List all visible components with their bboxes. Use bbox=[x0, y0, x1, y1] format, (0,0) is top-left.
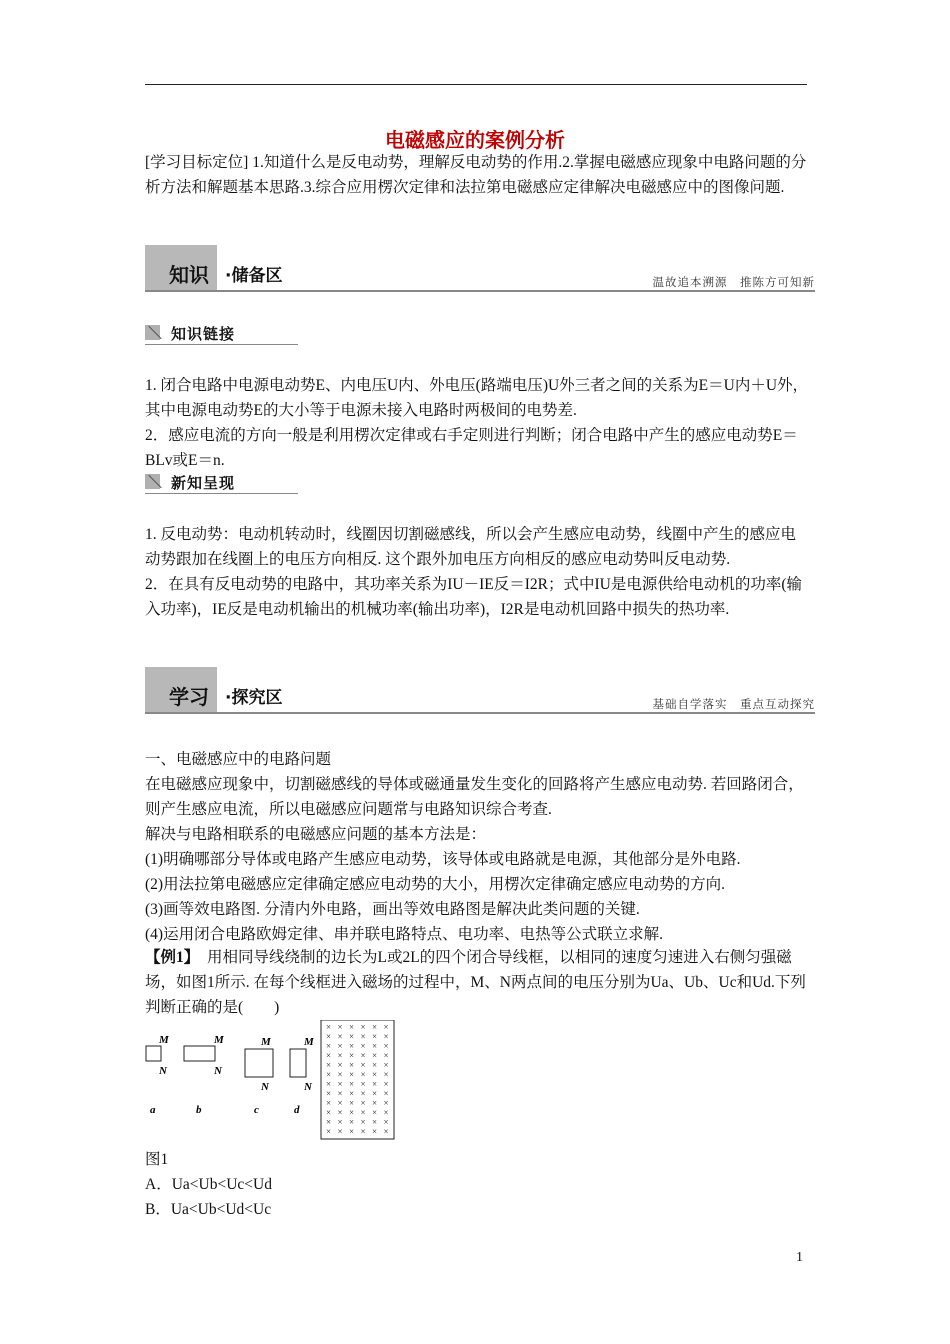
field-cross: × bbox=[349, 1041, 355, 1051]
field-cross: × bbox=[337, 1126, 343, 1137]
page-number: 1 bbox=[796, 1250, 803, 1265]
section-motto: 温故追本溯源 推陈方可知新 bbox=[652, 275, 815, 289]
label-n-b: N bbox=[214, 1065, 222, 1077]
field-cross: × bbox=[349, 1117, 355, 1127]
knowledge-link-item-1: 1. 闭合电路中电源电动势E、内电压U内、外电压(路端电压)U外三者之间的关系为E＝U内＋U外，其中电源电动势E的大小等于电源未接入电路时两极间的电势差. bbox=[145, 377, 809, 419]
field-cross: × bbox=[326, 1117, 332, 1127]
label-d: d bbox=[294, 1104, 300, 1116]
field-cross: × bbox=[360, 1117, 366, 1127]
field-cross: × bbox=[326, 1069, 332, 1080]
field-cross: × bbox=[337, 1107, 343, 1118]
field-cross: × bbox=[383, 1117, 389, 1127]
field-cross: × bbox=[383, 1022, 389, 1032]
subheading-underline bbox=[145, 493, 298, 494]
field-cross: × bbox=[372, 1098, 378, 1108]
field-cross: × bbox=[326, 1022, 332, 1032]
label-m-d: M bbox=[304, 1036, 314, 1048]
learning-objectives: [学习目标定位] 1.知道什么是反电动势，理解反电动势的作用.2.掌握电磁感应现象中电路问题的分析方法和解题基本思路.3.综合应用楞次定律和法拉第电磁感应定律解决电磁感应中的图像问题. bbox=[145, 154, 807, 196]
study-step-2: (2)用法拉第电磁感应定律确定感应电动势的大小，用楞次定律确定感应电动势的方向. bbox=[145, 876, 725, 893]
subheading-underline bbox=[145, 344, 298, 345]
field-cross: × bbox=[360, 1060, 366, 1070]
field-cross: × bbox=[360, 1126, 366, 1137]
new-knowledge-item-2: 2．在具有反电动势的电路中，其功率关系为IU－IE反＝I2R；式中IU是电源供给电动机的功率(输入功率)，IE反是电动机输出的机械功率(输出功率)，I2R是电动机回路中损失的热功率. bbox=[145, 576, 803, 618]
example-label: 【例1】 bbox=[145, 949, 192, 966]
frame-b bbox=[184, 1046, 215, 1061]
frame-a bbox=[146, 1046, 161, 1061]
label-n-a: N bbox=[159, 1065, 167, 1077]
field-cross: × bbox=[326, 1098, 332, 1108]
field-cross: × bbox=[383, 1041, 389, 1051]
section-motto: 基础自学落实 重点互动探究 bbox=[652, 697, 815, 711]
label-m-c: M bbox=[261, 1036, 271, 1048]
example-1 bbox=[145, 945, 809, 1020]
field-cross: × bbox=[372, 1117, 378, 1127]
field-cross: × bbox=[360, 1107, 366, 1118]
section-title: 学习 bbox=[169, 685, 209, 709]
field-cross: × bbox=[326, 1060, 332, 1070]
example-text: 用相同导线绕制的边长为L或2L的四个闭合导线框，以相同的速度匀速进入右侧匀强磁场，如图1所示. 在每个线框进入磁场的过程中，M、N两点间的电压分别为Ua、Ub、Uc和Ud.下列判断正确的是( ) bbox=[145, 949, 806, 1016]
field-cross: × bbox=[337, 1117, 343, 1127]
field-cross: × bbox=[326, 1088, 332, 1099]
field-cross: × bbox=[326, 1041, 332, 1051]
section-divider bbox=[145, 712, 815, 714]
field-cross: × bbox=[372, 1022, 378, 1032]
study-paragraph-2: 解决与电路相联系的电磁感应问题的基本方法是： bbox=[145, 826, 487, 843]
field-cross: × bbox=[372, 1031, 378, 1042]
section-subtitle: ·储备区 bbox=[225, 266, 283, 286]
field-cross: × bbox=[337, 1088, 343, 1099]
field-cross: × bbox=[383, 1069, 389, 1080]
figure-caption: 图1 bbox=[145, 1151, 169, 1168]
page-title: 电磁感应的案例分析 bbox=[385, 128, 565, 152]
field-cross: × bbox=[349, 1022, 355, 1032]
field-cross: × bbox=[337, 1098, 343, 1108]
study-step-3: (3)画等效电路图. 分清内外电路，画出等效电路图是解决此类问题的关键. bbox=[145, 901, 640, 918]
section-divider bbox=[145, 290, 815, 292]
field-cross: × bbox=[360, 1050, 366, 1061]
subheading-knowledge-link bbox=[145, 321, 298, 345]
subheading-new-knowledge bbox=[145, 470, 298, 494]
field-cross: × bbox=[326, 1126, 332, 1137]
field-cross: × bbox=[349, 1126, 355, 1137]
header-rule bbox=[145, 84, 807, 85]
option-b: B．Ua<Ub<Ud<Uc bbox=[145, 1201, 272, 1218]
field-cross: × bbox=[326, 1031, 332, 1042]
field-cross: × bbox=[372, 1041, 378, 1051]
field-cross-marks bbox=[326, 1022, 389, 1137]
frame-c bbox=[245, 1049, 273, 1077]
field-cross: × bbox=[360, 1069, 366, 1080]
section-subtitle: ·探究区 bbox=[225, 688, 283, 708]
field-cross: × bbox=[349, 1098, 355, 1108]
field-cross: × bbox=[372, 1060, 378, 1070]
field-cross: × bbox=[372, 1050, 378, 1061]
study-heading: 一、电磁感应中的电路问题 bbox=[145, 751, 332, 768]
subheading-label: 知识链接 bbox=[171, 325, 236, 343]
field-cross: × bbox=[383, 1060, 389, 1070]
field-cross: × bbox=[337, 1079, 343, 1089]
field-cross: × bbox=[349, 1069, 355, 1080]
field-cross: × bbox=[372, 1107, 378, 1118]
figure-1-diagram bbox=[140, 1020, 410, 1142]
study-step-1: (1)明确哪部分导体或电路产生感应电动势，该导体或电路就是电源，其他部分是外电路. bbox=[145, 851, 741, 868]
study-step-4: (4)运用闭合电路欧姆定律、串并联电路特点、电功率、电热等公式联立求解. bbox=[145, 926, 663, 943]
field-cross: × bbox=[383, 1088, 389, 1099]
field-cross: × bbox=[383, 1050, 389, 1061]
label-a: a bbox=[150, 1104, 156, 1116]
section-band-knowledge bbox=[145, 245, 815, 293]
label-n-c: N bbox=[261, 1081, 269, 1093]
label-m-a: M bbox=[159, 1034, 169, 1046]
field-cross: × bbox=[383, 1079, 389, 1089]
field-cross: × bbox=[349, 1050, 355, 1061]
option-a: A．Ua<Ub<Uc<Ud bbox=[145, 1176, 272, 1193]
section-band-study bbox=[145, 667, 815, 715]
field-cross: × bbox=[383, 1107, 389, 1118]
field-cross: × bbox=[372, 1126, 378, 1137]
section-title: 知识 bbox=[169, 263, 209, 287]
field-cross: × bbox=[383, 1031, 389, 1042]
field-cross: × bbox=[372, 1069, 378, 1080]
corner-marker-icon bbox=[145, 474, 160, 489]
field-cross: × bbox=[360, 1031, 366, 1042]
field-cross: × bbox=[360, 1041, 366, 1051]
field-cross: × bbox=[337, 1041, 343, 1051]
field-cross: × bbox=[383, 1098, 389, 1108]
field-cross: × bbox=[326, 1107, 332, 1118]
label-n-d: N bbox=[304, 1081, 312, 1093]
study-paragraph-1: 在电磁感应现象中，切割磁感线的导体或磁通量发生变化的回路将产生感应电动势. 若回路闭合，则产生感应电流，所以电磁感应问题常与电路知识综合考查. bbox=[145, 776, 804, 818]
new-knowledge-item-1: 1. 反电动势：电动机转动时，线圈因切割磁感线，所以会产生感应电动势，线圈中产生的感应电动势跟加在线圈上的电压方向相反. 这个跟外加电压方向相反的感应电动势叫反电动势. bbox=[145, 526, 797, 568]
field-cross: × bbox=[360, 1022, 366, 1032]
corner-marker-icon bbox=[145, 325, 160, 340]
frame-d bbox=[290, 1049, 306, 1077]
field-cross: × bbox=[349, 1107, 355, 1118]
label-c: c bbox=[254, 1104, 259, 1116]
label-b: b bbox=[196, 1104, 202, 1116]
field-cross: × bbox=[360, 1079, 366, 1089]
field-cross: × bbox=[349, 1031, 355, 1042]
field-cross: × bbox=[349, 1088, 355, 1099]
field-cross: × bbox=[337, 1060, 343, 1070]
field-cross: × bbox=[326, 1079, 332, 1089]
field-cross: × bbox=[337, 1069, 343, 1080]
field-cross: × bbox=[326, 1050, 332, 1061]
field-cross: × bbox=[360, 1088, 366, 1099]
label-m-b: M bbox=[214, 1034, 224, 1046]
field-cross: × bbox=[372, 1088, 378, 1099]
field-cross: × bbox=[383, 1126, 389, 1137]
field-cross: × bbox=[337, 1050, 343, 1061]
field-cross: × bbox=[337, 1022, 343, 1032]
field-cross: × bbox=[349, 1060, 355, 1070]
field-cross: × bbox=[349, 1079, 355, 1089]
field-cross: × bbox=[337, 1031, 343, 1042]
field-cross: × bbox=[360, 1098, 366, 1108]
knowledge-link-item-2: 2．感应电流的方向一般是利用楞次定律或右手定则进行判断；闭合电路中产生的感应电动势E＝BLv或E＝n. bbox=[145, 427, 798, 469]
subheading-label: 新知呈现 bbox=[171, 474, 236, 492]
field-cross: × bbox=[372, 1079, 378, 1089]
